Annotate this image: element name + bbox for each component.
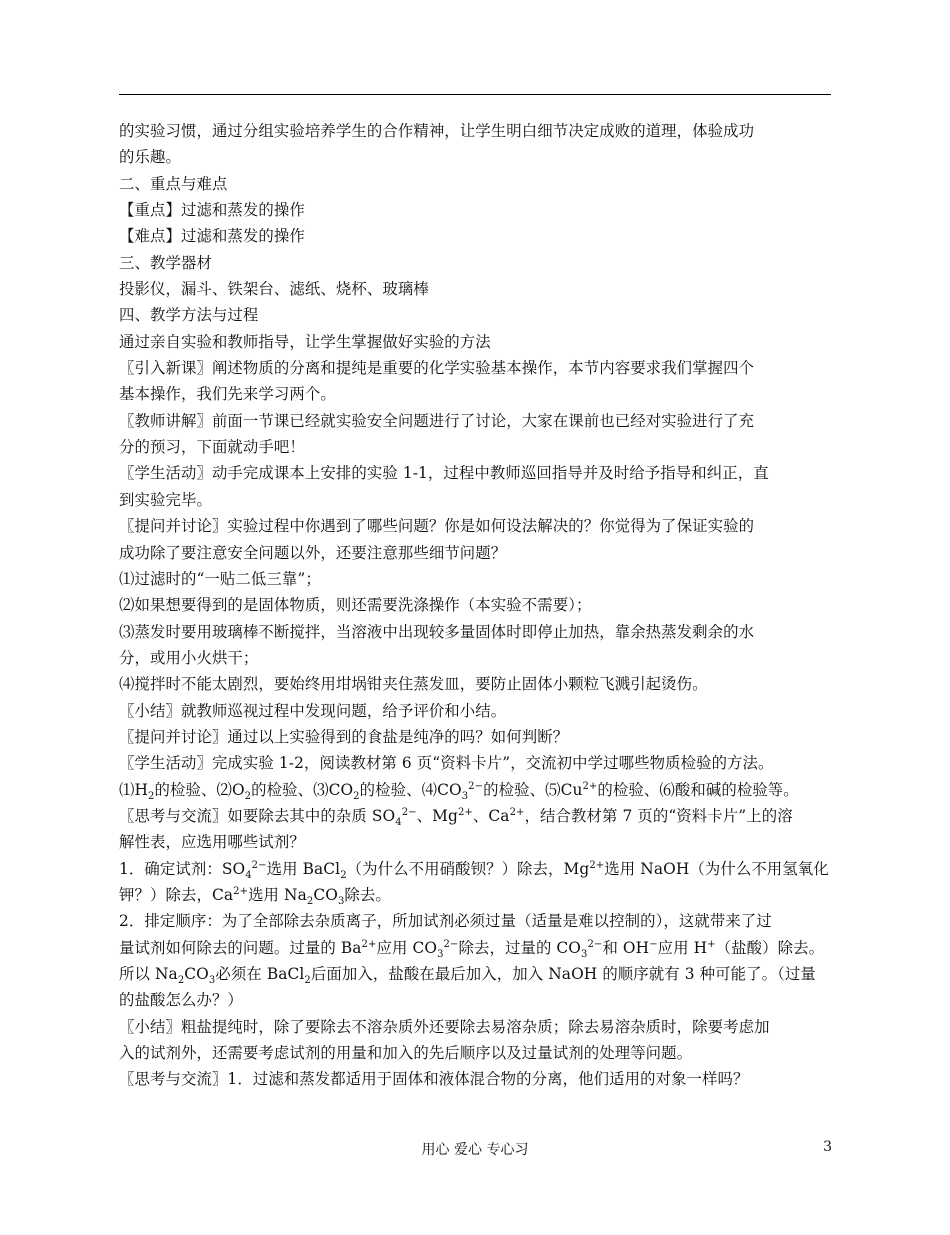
text-line: 的乐趣。	[119, 148, 181, 167]
text-line: ⑵如果想要得到的是固体物质，则还需要洗涤操作（本实验不需要）；	[119, 596, 592, 615]
text-line: 〖教师讲解〗前面一节课已经就实验安全问题进行了讨论，大家在课前也已经对实验进行了充	[119, 411, 755, 430]
text-line: 〖学生活动〗动手完成课本上安排的实验 1-1，过程中教师巡回指导并及时给予指导和纠正，直	[119, 464, 769, 483]
text-line-formula: 〖思考与交流〗如要除去其中的杂质 $SO_4^{2-}$、$Mg^{2+}$、$Ca^{2+}$，结合教材第 7 页的“资料卡片”上的溶	[119, 806, 793, 829]
section-heading: 三、教学器材	[119, 253, 212, 272]
text-line: 通过亲自实验和教师指导，让学生掌握做好实验的方法	[119, 332, 491, 351]
text-line: 〖思考与交流〗1．过滤和蒸发都适用于固体和液体混合物的分离，他们适用的对象一样吗？	[119, 1070, 749, 1089]
text-line: 分，或用小火烘干；	[119, 648, 259, 667]
text-line: 〖小结〗就教师巡视过程中发现问题，给予评价和小结。	[119, 701, 507, 720]
header-rule	[119, 94, 831, 95]
text-line: 〖提问并讨论〗实验过程中你遇到了哪些问题？你是如何设法解决的？你觉得为了保证实验的	[119, 517, 755, 536]
text-line: 【难点】过滤和蒸发的操作	[119, 227, 305, 246]
footer-motto: 用心 爱心 专心习	[421, 1142, 529, 1158]
text-line-formula: 所以 $Na_2CO_3$必须在 BaCl$_2$后面加入，盐酸在最后加入，加入 NaOH 的顺序就有 3 种可能了。（过量	[119, 965, 816, 987]
text-line: 〖提问并讨论〗通过以上实验得到的食盐是纯净的吗？如何判断？	[119, 727, 569, 746]
text-line: 到实验完毕。	[119, 490, 212, 509]
text-line: 〖引入新课〗阐述物质的分离和提纯是重要的化学实验基本操作，本节内容要求我们掌握四个	[119, 359, 755, 378]
text-line: 〖学生活动〗完成实验 1-2，阅读教材第 6 页“资料卡片”，交流初中学过哪些物质检验的方法。	[119, 754, 774, 773]
text-line: 解性表，应选用哪些试剂？	[119, 833, 305, 852]
text-line: 分的预习，下面就动手吧！	[119, 438, 305, 457]
text-line: ⑴过滤时的“一贴二低三靠”；	[119, 569, 321, 588]
text-line: 的实验习惯，通过分组实验培养学生的合作精神，让学生明白细节决定成败的道理，体验成功	[119, 122, 755, 140]
section-heading: 四、教学方法与过程	[119, 306, 259, 325]
text-line: 〖小结〗粗盐提纯时，除了要除去不溶杂质外还要除去易溶杂质；除去易溶杂质时，除要考虑加	[119, 1017, 770, 1036]
text-line: 2．排定顺序：为了全部除去杂质离子，所加试剂必须过量（适量是难以控制的），这就带来了过	[119, 912, 772, 931]
text-line: ⑷搅拌时不能太剧烈，要始终用坩埚钳夹住蒸发皿，要防止固体小颗粒飞溅引起烫伤。	[119, 675, 708, 694]
text-line: 【重点】过滤和蒸发的操作	[119, 201, 305, 220]
text-line: ⑶蒸发时要用玻璃棒不断搅拌，当溶液中出现较多量固体时即停止加热，靠余热蒸发剩余的水	[119, 622, 755, 641]
text-line-formula: 钾？）除去，$Ca^{2+}$选用 $Na_2CO_3$除去。	[119, 885, 391, 908]
text-line-formula: $⑴H_2$的检验、$⑵O_2$的检验、$⑶CO_2$的检验、$⑷CO_3^{2-}$的检验、$⑸Cu^{2+}$的检验、⑹酸和碱的检验等。	[119, 780, 799, 802]
text-line: 的盐酸怎么办？）	[119, 991, 243, 1010]
section-heading: 二、重点与难点	[119, 174, 228, 193]
text-line: 成功除了要注意安全问题以外，还要注意那些细节问题？	[119, 543, 507, 562]
text-line: 基本操作，我们先来学习两个。	[119, 385, 336, 404]
text-line-formula: 量试剂如何除去的问题。过量的 $Ba^{2+}$应用 $CO_3^{2-}$除去，过量的 $CO_3^{2-}$和 OH−应用 H+（盐酸）除去。	[119, 938, 825, 960]
text-line: 入的试剂外，还需要考虑试剂的用量和加入的先后顺序以及过量试剂的处理等问题。	[119, 1044, 693, 1063]
text-line: 投影仪，漏斗、铁架台、滤纸、烧杯、玻璃棒	[119, 280, 429, 299]
page-number: 3	[823, 1139, 832, 1155]
body-text	[119, 118, 835, 1093]
text-line-formula: 1．确定试剂：$SO_4^{2-}$选用 BaCl$_2$（为什么不用硝酸钡？）除去，$Mg^{2+}$选用 NaOH（为什么不用氢氧化	[119, 859, 829, 881]
